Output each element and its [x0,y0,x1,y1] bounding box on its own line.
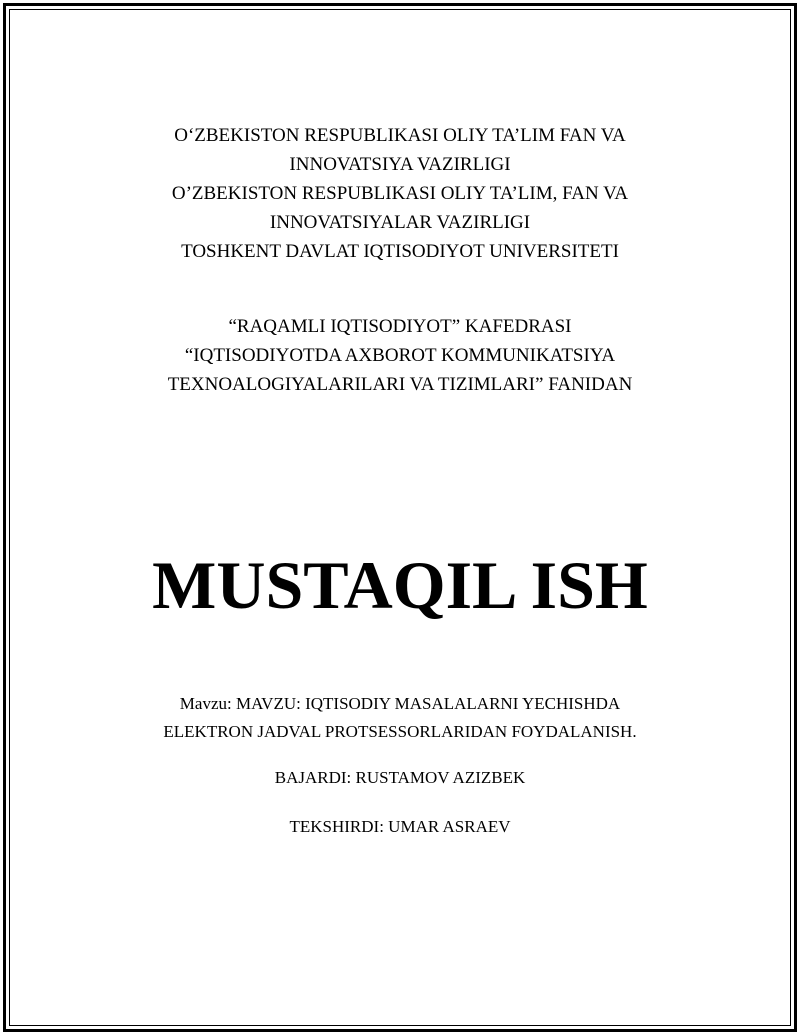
ministry-header [0,121,800,266]
department-block [0,312,800,399]
department-name: “RAQAMLI IQTISODIYOT” KAFEDRASI [228,316,572,337]
subject-line: “IQTISODIYOTDA AXBOROT KOMMUNIKATSIYA [184,345,616,366]
topic-block [0,690,800,746]
author-block [0,764,800,792]
reviewer-line: TEKSHIRDI: UMAR ASRAEV [289,817,511,836]
author-line: BAJARDI: RUSTAMOV AZIZBEK [274,768,526,787]
header-line: INNOVATSIYALAR VAZIRLIGI [269,212,531,233]
header-line: O‘ZBEKISTON RESPUBLIKASI OLIY TA’LIM FAN VA [174,125,626,146]
university-name: TOSHKENT DAVLAT IQTISODIYOT UNIVERSITETI [181,241,619,262]
reviewer-block [0,813,800,841]
subject-line: TEXNOALOGIYALARILARI VA TIZIMLARI” FANIDAN [167,374,633,395]
header-line: O’ZBEKISTON RESPUBLIKASI OLIY TA’LIM, FAN VA [171,183,629,204]
topic-line: Mavzu: MAVZU: IQTISODIY MASALALARNI YECHISHDA [179,694,621,713]
topic-line: ELEKTRON JADVAL PROTSESSORLARIDAN FOYDALANISH. [163,722,637,741]
header-line: INNOVATSIYA VAZIRLIGI [289,154,511,175]
document-title: MUSTAQIL ISH [152,547,648,623]
